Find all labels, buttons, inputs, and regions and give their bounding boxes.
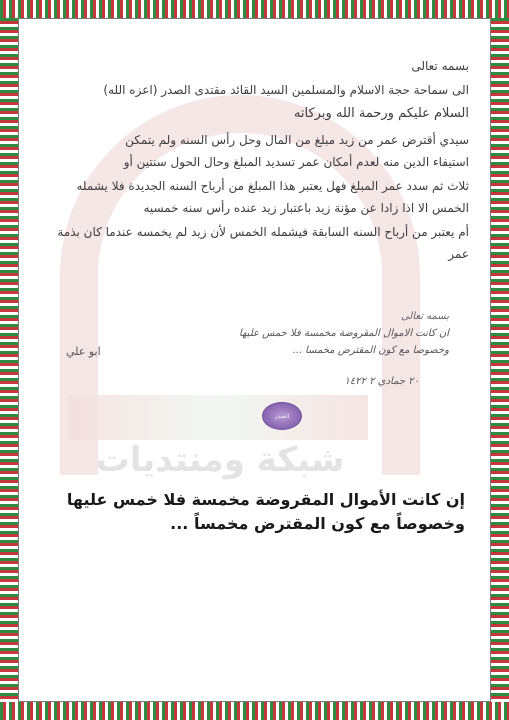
question-line: أم يعتبر من أرباح السنه السابقة فيشمله الخمس لأن زيد لم يخمسه عندما كان بذمة — [57, 225, 469, 239]
handwritten-answer-line: ان كانت الاموال المقروضة مخمسة فلا خمس عليها — [239, 328, 449, 339]
signer-name: ابو علي — [66, 345, 101, 358]
letter-body — [42, 58, 469, 270]
handwritten-date: ٢٠ جمادي ٢ ١٤٢٢ — [344, 376, 419, 387]
caption-line: وخصوصاً مع كون المقترض مخمساً ... — [170, 514, 465, 533]
watermark-text: شبكة ومنتديات — [95, 440, 345, 480]
watermark-stripe — [68, 395, 368, 440]
seal-stamp — [262, 402, 302, 430]
question-line: ثلاث ثم سدد عمر المبلغ فهل يعتبر هذا المبلغ من أرباح السنه الجديدة فلا يشمله — [76, 179, 469, 193]
seal-text: الصدر — [274, 412, 290, 420]
handwritten-heading: بسمه تعالى — [400, 311, 449, 322]
letter-addressee: الى سماحة حجة الاسلام والمسلمين السيد القائد مقتدى الصدر (اعزه الله) — [103, 83, 469, 97]
question-line: الخمس الا اذا زادا عن مؤنة زيد باعتبار زيد عنده رأس سنه خمسيه — [143, 201, 469, 215]
letter-heading: بسمه تعالى — [411, 59, 469, 73]
border-right — [491, 18, 509, 702]
handwritten-answer-line: وخصوصا مع كون المقترض مخمسا ... — [292, 345, 449, 356]
question-line: عمر — [448, 247, 469, 261]
question-line: استيفاء الدين منه لعدم أمكان عمر تسديد المبلغ وحال الحول سنتين أو — [123, 155, 469, 169]
border-left — [0, 18, 18, 702]
handwritten-answer — [209, 308, 449, 390]
question-line: سيدي أقترض عمر من زيد مبلغ من المال وحل رأس السنه ولم يتمكن — [125, 133, 469, 147]
caption-line: إن كانت الأموال المقروضة مخمسة فلا خمس عليها — [66, 490, 465, 509]
letter-greeting: السلام عليكم ورحمة الله وبركاته — [293, 106, 469, 121]
caption — [52, 488, 465, 536]
